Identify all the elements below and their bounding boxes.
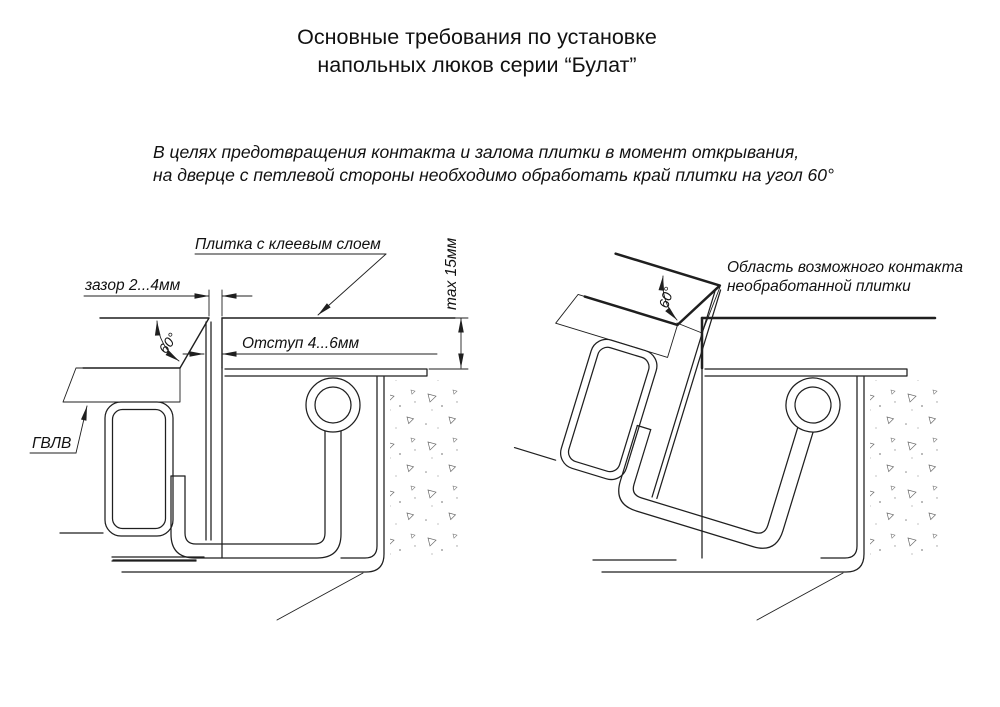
max-height-label: max 15мм bbox=[443, 237, 460, 310]
open-angle-label: 60° bbox=[655, 284, 678, 310]
contact-label-line-1: Область возможного контакта bbox=[727, 259, 963, 276]
max-height-extension-lines bbox=[429, 318, 468, 369]
note-line-2: на дверце с петлевой стороны необходимо обработать край плитки на угол 60° bbox=[153, 165, 835, 185]
gap-dimension-label: зазор 2...4мм bbox=[85, 277, 181, 294]
door-bottom-floor-lines bbox=[112, 557, 204, 561]
board-leader-line bbox=[76, 406, 87, 453]
title-line-2: напольных люков серии “Булат” bbox=[317, 53, 637, 77]
drawing-note bbox=[153, 142, 834, 185]
open-view-scene bbox=[507, 242, 938, 620]
offset-dimension-label: Отступ 4...6мм bbox=[242, 335, 360, 352]
open-view bbox=[507, 242, 963, 620]
closed-view bbox=[30, 236, 468, 620]
drawing-title bbox=[297, 25, 657, 77]
bevel-angle-label: 60° bbox=[155, 329, 181, 357]
title-line-1: Основные требования по установке bbox=[297, 25, 657, 49]
tile-leader-label: Плитка с клеевым слоем bbox=[195, 236, 381, 253]
note-line-1: В целях предотвращения контакта и залома плитки в момент открывания, bbox=[153, 142, 800, 162]
gap-extension-lines bbox=[209, 290, 222, 316]
board-label: ГВЛВ bbox=[32, 435, 72, 452]
tile-leader-line bbox=[318, 254, 386, 315]
contact-label-line-2: необработанной плитки bbox=[727, 278, 911, 295]
